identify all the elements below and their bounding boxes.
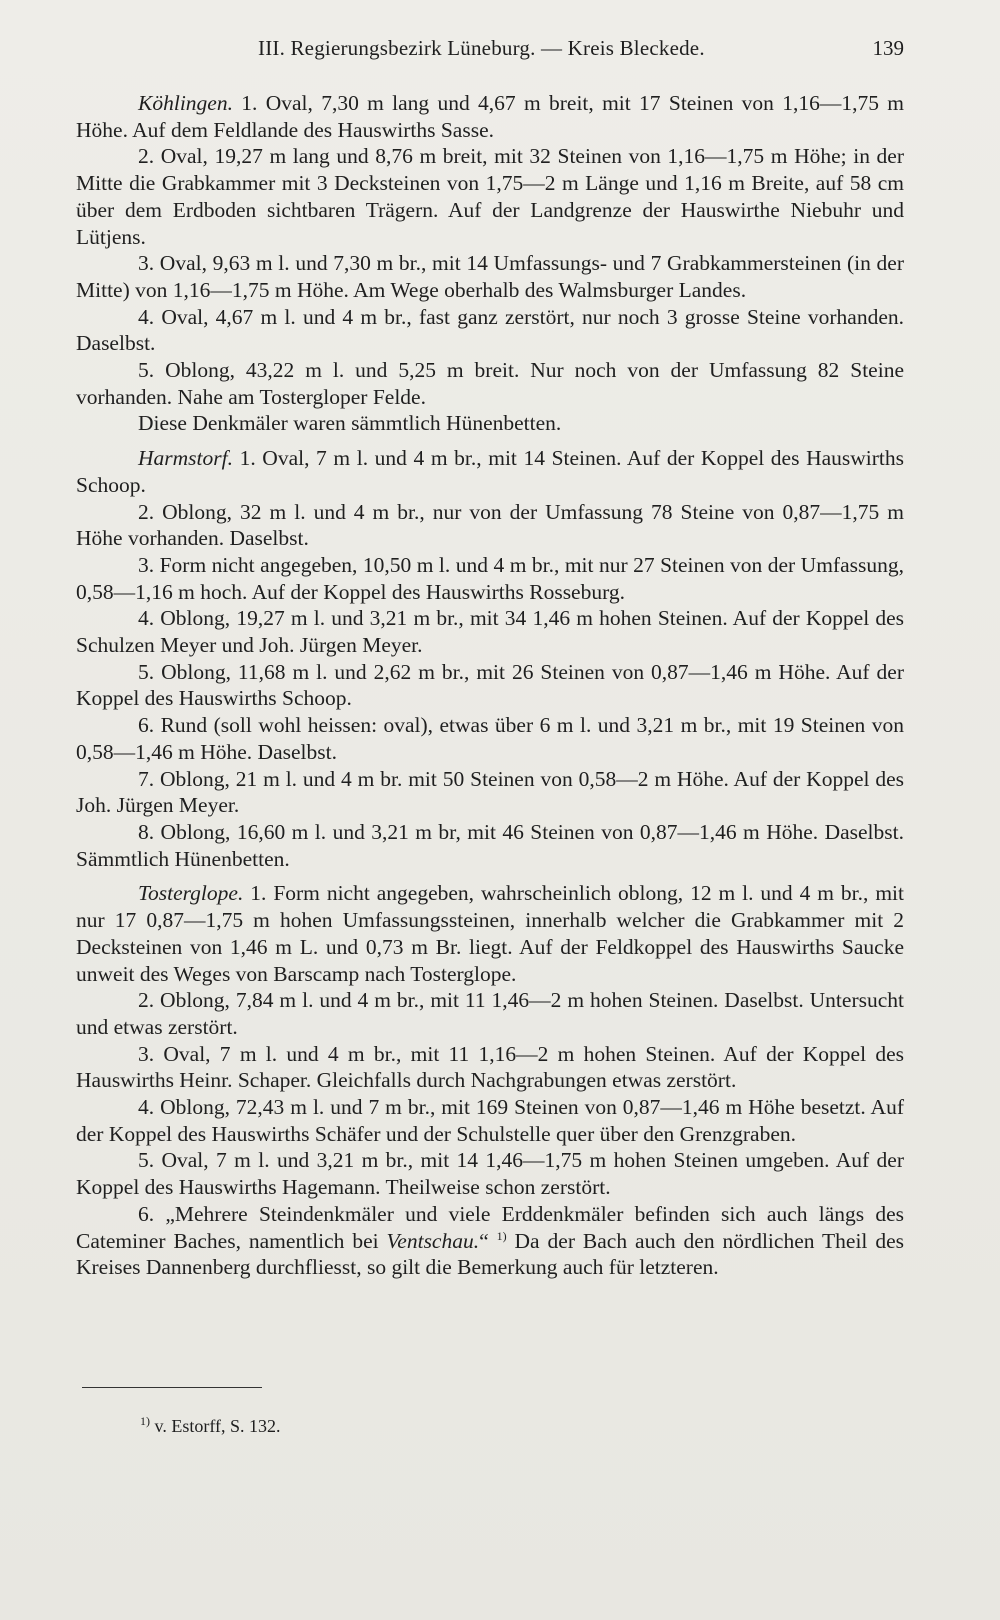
paragraph-koehlingen-2: 2. Oval, 19,27 m lang und 8,76 m breit, mit 32 Steinen von 1,16—1,75 m Höhe; in der Mitte die Grabkammer mit 3 Decksteinen von 1,75—2 m Länge und 1,16 m Breite, auf 58 cm über dem Erdboden sichtbaren Trägern. Auf der Landgrenze der Hauswirthe Niebuhr und Lütjens. (76, 144, 904, 249)
paragraph-koehlingen-3: 3. Oval, 9,63 m l. und 7,30 m br., mit 14 Umfassungs- und 7 Grabkammersteinen (in der Mitte) von 1,16—1,75 m Höhe. Am Wege oberhalb des Walmsburger Landes. (76, 251, 904, 302)
footnote-marker: 1) (140, 1414, 150, 1428)
paragraph-tosterglope-2: 2. Oblong, 7,84 m l. und 4 m br., mit 11 1,46—2 m hohen Steinen. Daselbst. Untersucht und etwas zerstört. (76, 988, 904, 1039)
footnote-divider (82, 1387, 262, 1388)
closing-quote: “ (479, 1228, 489, 1253)
footnote-text: v. Estorff, S. 132. (154, 1416, 281, 1436)
paragraph-harmstorf-4: 4. Oblong, 19,27 m l. und 3,21 m br., mit 34 1,46 m hohen Steinen. Auf der Koppel des Schulzen Meyer und Joh. Jürgen Meyer. (76, 606, 904, 658)
place-name-harmstorf: Harmstorf. (138, 446, 233, 471)
running-title: III. Regierungsbezirk Lüneburg. — Kreis Bleckede. (258, 36, 705, 60)
footnote-reference[interactable]: 1) (496, 1228, 507, 1243)
place-name-ventschau: Ventschau. (386, 1228, 480, 1253)
paragraph-text: 1. Oval, 7 m l. und 4 m br., mit 14 Steinen. Auf der Koppel des Hauswirths Schoop. (76, 446, 905, 497)
paragraph-tosterglope-1 (76, 880, 904, 987)
paragraph-koehlingen-1 (76, 90, 904, 143)
footnote (140, 1416, 281, 1437)
place-name-tosterglope: Tosterglope. (138, 881, 244, 906)
paragraph-harmstorf-3: 3. Form nicht angegeben, 10,50 m l. und 4 m br., mit nur 27 Steinen von der Umfassung, 0,58—1,16 m hoch. Auf der Koppel des Hauswirths Rosseburg. (76, 552, 904, 604)
paragraph-tosterglope-3: 3. Oval, 7 m l. und 4 m br., mit 11 1,16—2 m hohen Steinen. Auf der Koppel des Hauswirths Heinr. Schaper. Gleichfalls durch Nachgrabungen etwas zerstört. (76, 1041, 904, 1093)
paragraph-harmstorf-6: 6. Rund (soll wohl heissen: oval), etwas über 6 m l. und 3,21 m br., mit 19 Steinen von 0,58—1,46 m Höhe. Daselbst. (76, 713, 904, 764)
paragraph-koehlingen-summary: Diese Denkmäler waren sämmtlich Hünenbetten. (138, 411, 562, 436)
paragraph-harmstorf-1 (76, 445, 904, 498)
page-number: 139 (872, 36, 904, 60)
paragraph-text: 1. Oval, 7,30 m lang und 4,67 m breit, mit 17 Steinen von 1,16—1,75 m Höhe. Auf dem Feldlande des Hauswirths Sasse. (76, 91, 904, 142)
main-text (76, 90, 904, 1281)
paragraph-koehlingen-4: 4. Oval, 4,67 m l. und 4 m br., fast ganz zerstört, nur noch 3 grosse Steine vorhanden. Daselbst. (76, 304, 904, 356)
paragraph-tosterglope-4: 4. Oblong, 72,43 m l. und 7 m br., mit 169 Steinen von 0,87—1,46 m Höhe besetzt. Auf der Koppel des Hauswirths Schäfer und der Schulstelle quer über den Grenzgraben. (76, 1095, 904, 1146)
paragraph-harmstorf-2: 2. Oblong, 32 m l. und 4 m br., nur von der Umfassung 78 Steine von 0,87—1,75 m Höhe vorhanden. Daselbst. (76, 499, 904, 551)
paragraph-tosterglope-5: 5. Oval, 7 m l. und 3,21 m br., mit 14 1,46—1,75 m hohen Steinen umgeben. Auf der Koppel des Hauswirths Hagemann. Theilweise schon zerstört. (76, 1148, 904, 1200)
paragraph-koehlingen-5: 5. Oblong, 43,22 m l. und 5,25 m breit. Nur noch von der Umfassung 82 Steine vorhanden. Nahe am Tostergloper Felde. (76, 358, 904, 409)
paragraph-harmstorf-5: 5. Oblong, 11,68 m l. und 2,62 m br., mit 26 Steinen von 0,87—1,46 m Höhe. Auf der Koppel des Hauswirths Schoop. (76, 659, 904, 711)
page-header (0, 36, 1000, 66)
paragraph-tosterglope-6 (76, 1201, 904, 1281)
paragraph-text: Da der Bach auch den nördlichen Theil des Kreises Dannenberg durchfliesst, so gilt die Bemerkung auch für letzteren. (76, 1228, 904, 1280)
place-name-koehlingen: Köhlingen. (138, 91, 233, 115)
paragraph-text: 6. „Mehrere Steindenkmäler und viele Erddenkmäler befinden sich auch längs des Cateminer Baches, namentlich bei (76, 1201, 904, 1253)
paragraph-harmstorf-7: 7. Oblong, 21 m l. und 4 m br. mit 50 Steinen von 0,58—2 m Höhe. Auf der Koppel des Joh. Jürgen Meyer. (76, 766, 904, 818)
paragraph-text: 1. Form nicht angegeben, wahrscheinlich oblong, 12 m l. und 4 m br., mit nur 17 0,87—1,75 m hohen Umfassungssteinen, innerhalb welcher die Grabkammer mit 2 Decksteinen von 1,46 m L. und 0,73 m Br. liegt. Auf der Feldkoppel des Hauswirths Saucke unweit des Weges von Barscamp nach Tosterglope. (76, 881, 905, 986)
paragraph-harmstorf-8: 8. Oblong, 16,60 m l. und 3,21 m br, mit 46 Steinen von 0,87—1,46 m Höhe. Daselbst. Sämmtlich Hünenbetten. (76, 819, 904, 871)
